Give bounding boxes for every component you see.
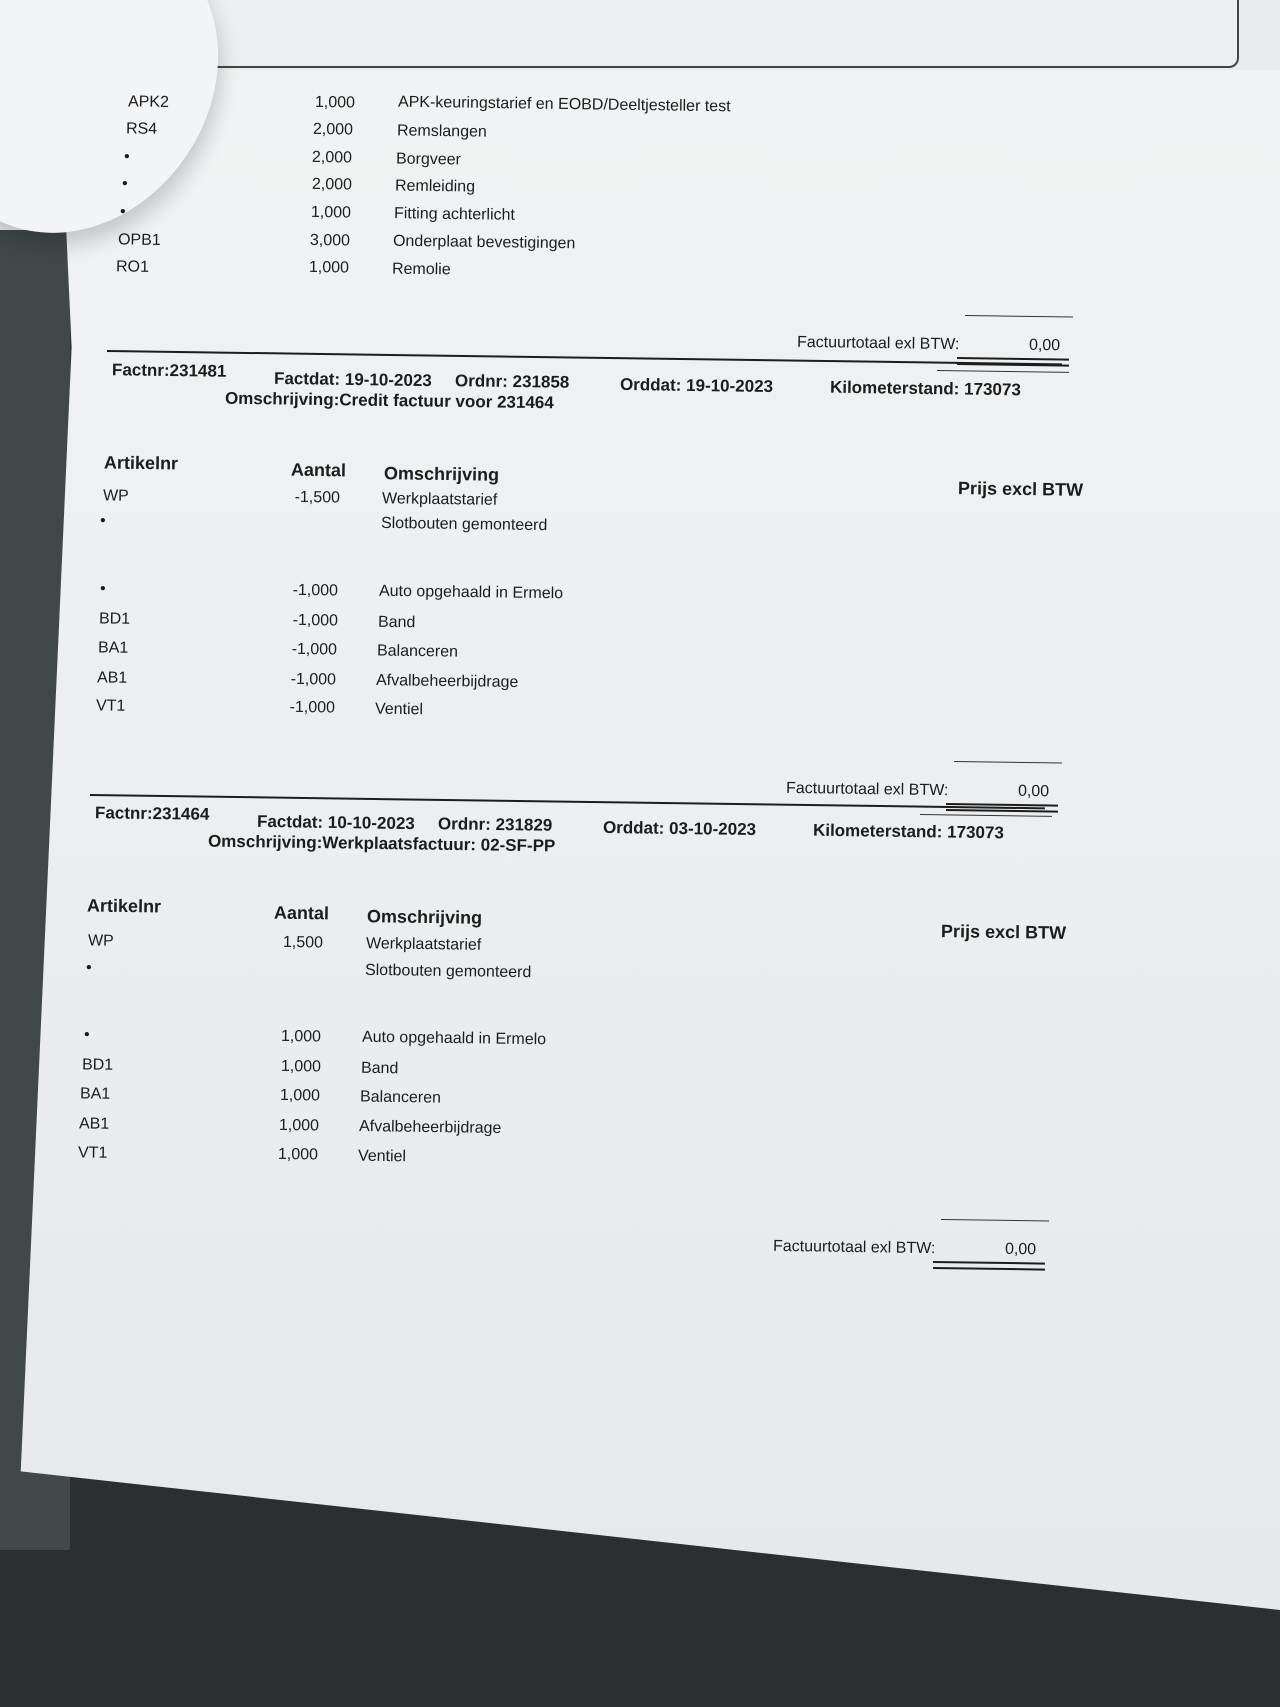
total-overline — [954, 761, 1062, 764]
line-code: BD1 — [98, 610, 131, 628]
order-date: Orddat: 03-10-2023 — [602, 817, 757, 840]
total-label: Factuurtotaal exl BTW: — [785, 779, 949, 800]
order-number: Ordnr: 231829 — [437, 814, 553, 835]
line-code: RO1 — [115, 258, 150, 276]
invoice-date: Factdat: 19-10-2023 — [273, 368, 432, 391]
column-prijs: Prijs excl BTW — [957, 478, 1084, 500]
line-description: Ventiel — [374, 700, 424, 719]
column-artikelnr: Artikelnr — [86, 895, 162, 917]
column-omschrijving: Omschrijving — [383, 463, 500, 485]
line-code: VT1 — [95, 697, 126, 715]
line-description: Afvalbeheerbijdrage — [375, 672, 519, 691]
line-description: Ventiel — [357, 1147, 407, 1166]
mileage: Kilometerstand: 173073 — [829, 377, 1022, 400]
line-description: Balanceren — [359, 1088, 442, 1107]
line-code: WP — [87, 932, 114, 950]
line-code: BA1 — [97, 639, 129, 657]
line-code: • — [121, 175, 128, 193]
line-description: Fitting achterlicht — [393, 205, 516, 224]
header-underline — [937, 370, 1069, 373]
header-underline — [920, 814, 1052, 817]
total-label: Factuurtotaal exl BTW: — [796, 333, 960, 354]
line-description: Slotbouten gemonteerd — [380, 514, 548, 535]
line-code: OPB1 — [117, 231, 161, 249]
total-value: 0,00 — [1017, 782, 1050, 801]
line-code: BA1 — [79, 1085, 111, 1103]
line-quantity: 2,000 — [311, 148, 353, 167]
line-code: AB1 — [96, 669, 128, 687]
line-code: • — [123, 148, 130, 166]
line-description: Auto opgehaald in Ermelo — [378, 582, 564, 603]
line-quantity: -1,000 — [291, 640, 338, 659]
total-double-underline-2 — [933, 1267, 1045, 1271]
total-double-underline-2 — [946, 809, 1058, 813]
line-code: BD1 — [81, 1056, 114, 1074]
line-description: Balanceren — [376, 642, 459, 661]
total-overline — [941, 1219, 1049, 1222]
line-quantity: 1,000 — [308, 258, 350, 277]
invoice-description: Omschrijving:Werkplaatsfactuur: 02-SF-PP — [207, 831, 556, 856]
total-value: 0,00 — [1004, 1240, 1037, 1259]
order-number: Ordnr: 231858 — [454, 371, 570, 392]
line-description: APK-keuringstarief en EOBD/Deeltjesteller test — [397, 93, 731, 116]
line-quantity: -1,000 — [292, 581, 339, 600]
line-code: • — [99, 580, 106, 598]
column-aantal: Aantal — [290, 459, 347, 481]
column-aantal: Aantal — [273, 902, 330, 924]
line-quantity: 1,000 — [278, 1116, 320, 1135]
line-quantity: 1,000 — [280, 1057, 322, 1076]
line-code: WP — [102, 487, 129, 505]
invoice-date: Factdat: 10-10-2023 — [256, 811, 415, 834]
line-quantity: -1,500 — [294, 488, 341, 507]
line-description: Borgveer — [395, 150, 462, 169]
line-quantity: -1,000 — [289, 698, 336, 717]
mileage: Kilometerstand: 173073 — [812, 820, 1005, 843]
column-omschrijving: Omschrijving — [366, 906, 483, 928]
line-quantity: 1,000 — [310, 203, 352, 222]
line-description: Afvalbeheerbijdrage — [358, 1118, 502, 1137]
total-double-underline-1 — [933, 1261, 1045, 1265]
total-value: 0,00 — [1028, 336, 1061, 355]
line-quantity: 1,000 — [280, 1027, 322, 1046]
line-description: Band — [360, 1059, 399, 1078]
total-double-underline-1 — [957, 357, 1069, 361]
line-quantity: 1,000 — [314, 93, 356, 112]
line-description: Werkplaatstarief — [381, 490, 498, 509]
total-overline — [965, 315, 1073, 318]
line-description: Auto opgehaald in Ermelo — [361, 1028, 547, 1049]
line-code: • — [85, 959, 92, 977]
line-code: APK2 — [127, 93, 170, 111]
column-prijs: Prijs excl BTW — [940, 921, 1067, 943]
line-code: RS4 — [125, 120, 158, 138]
line-description: Band — [377, 613, 416, 632]
invoice-number: Factnr:231481 — [111, 360, 227, 381]
order-date: Orddat: 19-10-2023 — [619, 374, 774, 397]
line-code: • — [119, 203, 126, 221]
line-description: Werkplaatstarief — [365, 935, 482, 954]
column-artikelnr: Artikelnr — [103, 452, 179, 474]
line-quantity: 2,000 — [312, 120, 354, 139]
invoice-description: Omschrijving:Credit factuur voor 231464 — [224, 388, 554, 413]
line-description: Slotbouten gemonteerd — [364, 961, 532, 982]
line-quantity: 3,000 — [309, 231, 351, 250]
invoice-number: Factnr:231464 — [94, 803, 210, 824]
line-code: AB1 — [78, 1115, 110, 1133]
line-quantity: 1,000 — [279, 1086, 321, 1105]
total-label: Factuurtotaal exl BTW: — [772, 1237, 936, 1258]
line-description: Remslangen — [396, 122, 487, 141]
line-quantity: -1,000 — [290, 670, 337, 689]
line-quantity: 2,000 — [311, 175, 353, 194]
line-quantity: 1,000 — [277, 1145, 319, 1164]
line-description: Onderplaat bevestigingen — [392, 232, 576, 253]
line-description: Remleiding — [394, 177, 476, 196]
line-quantity: 1,500 — [282, 933, 324, 952]
line-quantity: -1,000 — [292, 611, 339, 630]
line-code: • — [99, 512, 106, 530]
line-description: Remolie — [391, 260, 451, 279]
line-code: • — [83, 1026, 90, 1044]
line-code: VT1 — [77, 1144, 108, 1162]
